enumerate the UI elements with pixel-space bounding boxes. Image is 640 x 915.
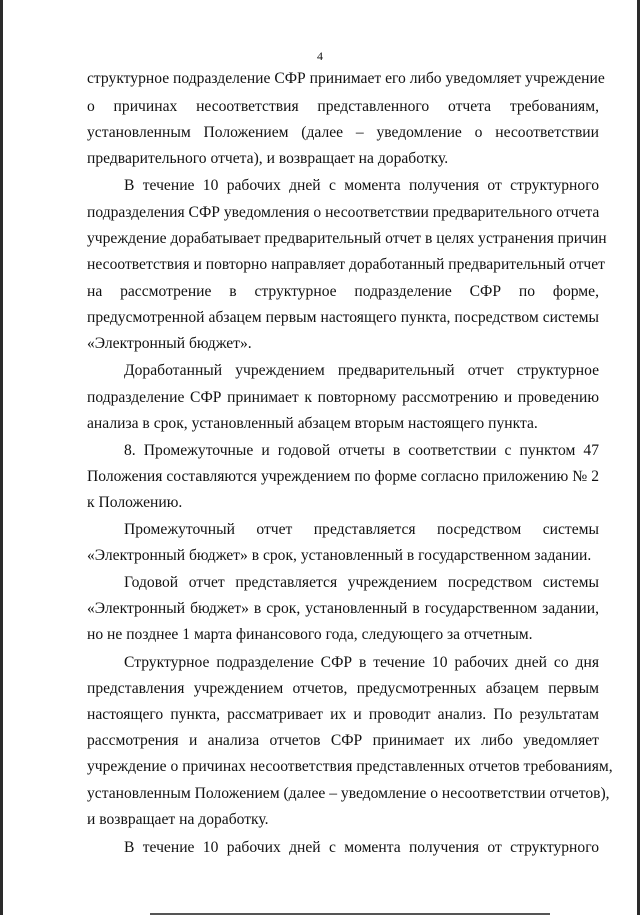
text-line: структурное подразделение СФР принимает его либо уведомляет учреждение	[87, 70, 605, 87]
text-line: Структурное подразделение СФР в течение 10 рабочих дней со дня	[124, 654, 599, 671]
text-line: представления учреждением отчетов, предусмотренных абзацем первым	[87, 680, 599, 697]
text-line: предусмотренной абзацем первым настоящего пункта, посредством системы	[87, 309, 599, 326]
text-line: установленным Положением (далее – уведомление о несоответствии	[87, 124, 599, 141]
text-line: настоящего пункта, рассматривает их и проводит анализ. По результатам	[87, 706, 599, 723]
text-line: подразделение СФР принимает к повторному рассмотрению и проведению	[87, 389, 599, 406]
text-line: но не позднее 1 марта финансового года, следующего за отчетным.	[87, 626, 533, 643]
page-number: 4	[317, 49, 323, 63]
text-line: и возвращает на доработку.	[87, 811, 269, 828]
text-line: В течение 10 рабочих дней с момента получения от структурного	[124, 177, 599, 194]
text-line: Положения составляются учреждением по форме согласно приложению № 2	[87, 468, 599, 485]
text-line: Годовой отчет представляется учреждением посредством системы	[124, 574, 599, 591]
text-line: о причинах несоответствия представленного отчета требованиям,	[87, 98, 599, 115]
text-line: предварительного отчета), и возвращает на доработку.	[87, 150, 449, 167]
text-line: Доработанный учреждением предварительный отчет структурное	[124, 362, 599, 379]
text-line: 8. Промежуточные и годовой отчеты в соответствии с пунктом 47	[124, 442, 599, 459]
text-line: учреждение дорабатывает предварительный отчет в целях устранения причин	[87, 230, 607, 247]
scan-left-edge	[0, 0, 3, 915]
text-line: на рассмотрение в структурное подразделение СФР по форме,	[87, 283, 599, 300]
text-line: рассмотрения и анализа отчетов СФР принимает их либо уведомляет	[87, 732, 599, 749]
text-line: «Электронный бюджет» в срок, установленный в государственном задании.	[87, 547, 592, 564]
text-line: «Электронный бюджет».	[87, 335, 252, 352]
text-line: установленным Положением (далее – уведомление о несоответствии отчетов),	[87, 785, 610, 802]
text-line: «Электронный бюджет» в срок, установленный в государственном задании,	[87, 600, 599, 617]
text-line: несоответствия и повторно направляет доработанный предварительный отчет	[87, 256, 605, 273]
text-line: анализа в срок, установленный абзацем вторым настоящего пункта.	[87, 415, 538, 432]
text-line: к Положению.	[87, 494, 183, 511]
text-line: Промежуточный отчет представляется посредством системы	[124, 521, 599, 538]
text-line: подразделения СФР уведомления о несоответствии предварительного отчета	[87, 204, 600, 221]
text-line: В течение 10 рабочих дней с момента получения от структурного	[124, 839, 599, 856]
text-line: учреждение о причинах несоответствия представленных отчетов требованиям,	[87, 758, 613, 775]
